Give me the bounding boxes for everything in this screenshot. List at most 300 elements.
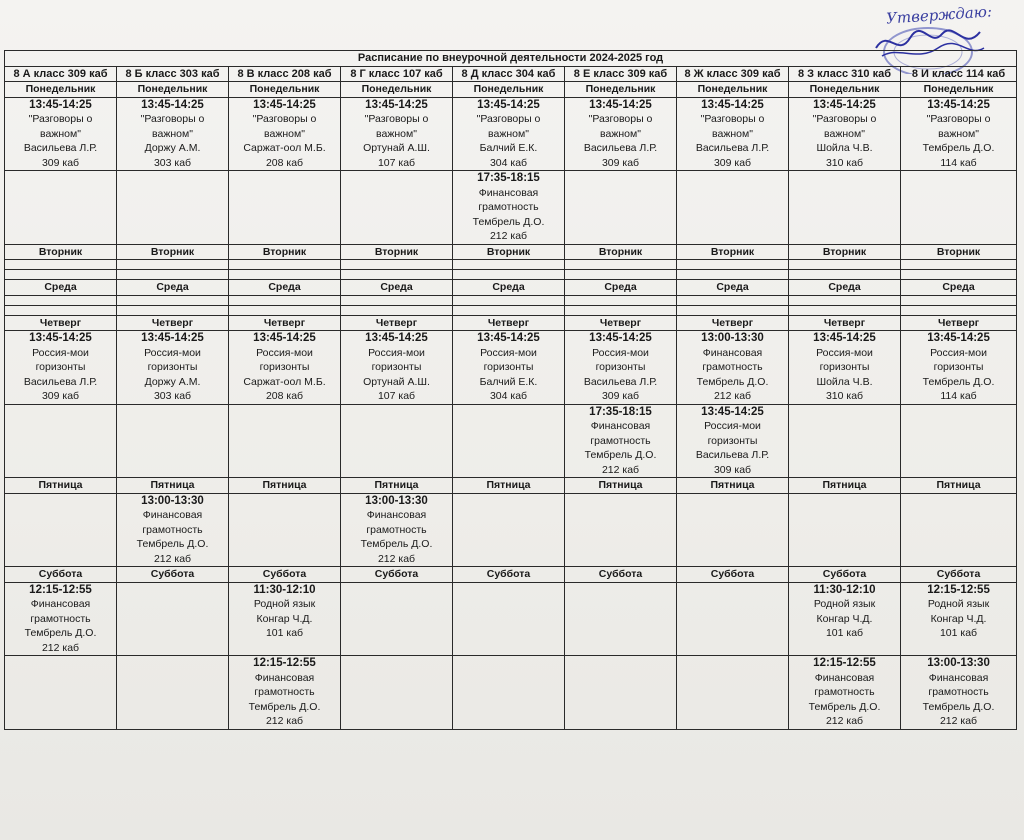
- lesson-entry: [119, 494, 226, 567]
- empty-cell: [341, 260, 453, 270]
- day-header-0: Понедельник: [341, 82, 453, 98]
- schedule-cell: [789, 97, 901, 171]
- lesson-detail: 310 каб: [825, 156, 864, 169]
- lesson-entry: [231, 656, 338, 729]
- day-header-3: Четверг: [453, 315, 565, 331]
- lesson-detail: Тембрель Д.О.: [808, 700, 881, 713]
- lesson-time: 13:45-14:25: [29, 332, 92, 344]
- lesson-time: 13:00-13:30: [701, 332, 764, 344]
- lesson-detail: горизонты: [707, 434, 758, 447]
- lesson-detail: 303 каб: [153, 390, 192, 402]
- day-header-4: Пятница: [341, 478, 453, 494]
- day-header-3: Четверг: [565, 315, 677, 331]
- lesson-entry: [567, 98, 674, 171]
- empty-cell: [677, 305, 789, 315]
- lesson-detail: 101 каб: [939, 627, 978, 639]
- lesson-time: 17:35-18:15: [477, 172, 540, 184]
- day-header-3: Четверг: [341, 315, 453, 331]
- empty-cell: [901, 171, 1017, 245]
- empty-cell: [565, 305, 677, 315]
- day-header-5: Суббота: [789, 567, 901, 583]
- empty-cell: [453, 270, 565, 280]
- lesson-time: 13:45-14:25: [365, 98, 428, 111]
- schedule-table: [4, 50, 1017, 730]
- empty-cell: [789, 493, 901, 567]
- day-header-4: Пятница: [5, 478, 117, 494]
- schedule-cell: [229, 582, 341, 656]
- lesson-entry: [679, 98, 786, 171]
- class-header: 8 И класс 114 каб: [901, 66, 1017, 82]
- lesson-detail: 114 каб: [940, 390, 977, 402]
- lesson-entry: [567, 405, 674, 478]
- day-header-1: Вторник: [5, 244, 117, 260]
- lesson-detail: Финансовая: [928, 671, 989, 684]
- schedule-cell: [901, 331, 1017, 405]
- lesson-time: 13:45-14:25: [477, 98, 540, 111]
- schedule-cell: [229, 331, 341, 405]
- empty-cell: [229, 305, 341, 315]
- empty-cell: [565, 656, 677, 730]
- lesson-detail: Россия-мои: [930, 346, 987, 359]
- empty-cell: [5, 493, 117, 567]
- day-header-0: Понедельник: [117, 82, 229, 98]
- empty-cell: [341, 305, 453, 315]
- lesson-detail: 303 каб: [153, 156, 192, 169]
- lesson-detail: 208 каб: [265, 156, 304, 169]
- lesson-detail: 309 каб: [713, 463, 752, 476]
- lesson-entry: [231, 583, 338, 641]
- lesson-detail: Васильева Л.Р.: [695, 449, 770, 461]
- lesson-detail: Финансовая: [814, 671, 875, 684]
- day-header-3: Четверг: [229, 315, 341, 331]
- lesson-detail: 304 каб: [489, 390, 528, 402]
- lesson-detail: Финансовая: [478, 186, 539, 199]
- empty-cell: [341, 295, 453, 305]
- lesson-time: 13:00-13:30: [927, 657, 990, 669]
- lesson-entry: [903, 331, 1014, 404]
- lesson-detail: Конгар Ч.Д.: [930, 612, 987, 625]
- lesson-detail: Финансовая: [30, 598, 91, 610]
- lesson-entry: [343, 494, 450, 567]
- lesson-time: 13:45-14:25: [29, 98, 92, 111]
- empty-cell: [901, 305, 1017, 315]
- class-header: 8 Е класс 309 каб: [565, 66, 677, 82]
- lesson-time: 17:35-18:15: [589, 405, 652, 418]
- lesson-detail: Тембрель Д.О.: [248, 700, 321, 713]
- lesson-detail: 212 каб: [377, 552, 416, 565]
- schedule-cell: [341, 97, 453, 171]
- lesson-detail: горизонты: [933, 361, 984, 373]
- lesson-detail: Конгар Ч.Д.: [256, 612, 313, 625]
- day-header-5: Суббота: [341, 567, 453, 583]
- lesson-entry: [7, 583, 114, 656]
- lesson-entry: [791, 331, 898, 404]
- lesson-detail: Родной язык: [813, 598, 876, 610]
- lesson-time: 13:00-13:30: [141, 494, 204, 507]
- day-header-0: Понедельник: [229, 82, 341, 98]
- lesson-detail: 212 каб: [939, 715, 978, 727]
- lesson-detail: Тембрель Д.О.: [24, 627, 97, 639]
- lesson-detail: грамотность: [142, 523, 203, 536]
- day-header-1: Вторник: [453, 244, 565, 260]
- empty-cell: [5, 404, 117, 478]
- lesson-entry: [567, 331, 674, 404]
- day-header-3: Четверг: [117, 315, 229, 331]
- lesson-detail: Россия-мои: [144, 346, 201, 359]
- lesson-detail: Тембрель Д.О.: [136, 538, 209, 550]
- empty-cell: [229, 270, 341, 280]
- lesson-entry: [679, 405, 786, 478]
- empty-cell: [341, 171, 453, 245]
- day-header-1: Вторник: [901, 244, 1017, 260]
- empty-cell: [5, 656, 117, 730]
- schedule-cell: [117, 97, 229, 171]
- schedule-cell: [789, 582, 901, 656]
- empty-cell: [117, 656, 229, 730]
- empty-cell: [229, 295, 341, 305]
- lesson-detail: важном": [824, 127, 865, 140]
- lesson-detail: Балчий Е.К.: [479, 142, 538, 154]
- class-header: 8 Г класс 107 каб: [341, 66, 453, 82]
- lesson-detail: "Разговоры о: [588, 113, 653, 125]
- day-header-4: Пятница: [565, 478, 677, 494]
- lesson-entry: [119, 98, 226, 171]
- lesson-detail: Доржу А.М.: [144, 375, 201, 388]
- lesson-entry: [679, 331, 786, 404]
- lesson-time: 13:45-14:25: [589, 98, 652, 111]
- lesson-detail: Васильева Л.Р.: [695, 142, 770, 154]
- lesson-detail: Россия-мои: [368, 346, 425, 359]
- lesson-detail: Конгар Ч.Д.: [816, 612, 873, 625]
- lesson-detail: Тембрель Д.О.: [922, 375, 995, 388]
- lesson-detail: Ортунай А.Ш.: [363, 375, 430, 388]
- day-header-4: Пятница: [789, 478, 901, 494]
- lesson-detail: Доржу А.М.: [144, 142, 201, 154]
- approval-text: Утверждаю:: [885, 2, 993, 28]
- lesson-detail: Ортунай А.Ш.: [363, 142, 430, 154]
- day-header-1: Вторник: [341, 244, 453, 260]
- lesson-detail: Васильева Л.Р.: [583, 142, 658, 154]
- lesson-detail: 212 каб: [713, 390, 752, 402]
- lesson-time: 13:45-14:25: [141, 332, 204, 344]
- day-header-1: Вторник: [117, 244, 229, 260]
- lesson-detail: грамотность: [702, 361, 763, 373]
- lesson-detail: Финансовая: [590, 420, 651, 432]
- empty-cell: [901, 270, 1017, 280]
- lesson-entry: [903, 583, 1014, 641]
- lesson-detail: горизонты: [819, 361, 870, 373]
- lesson-detail: Тембрель Д.О.: [584, 449, 657, 461]
- schedule-cell: [789, 331, 901, 405]
- lesson-entry: [119, 331, 226, 404]
- lesson-detail: важном": [488, 127, 529, 140]
- day-header-3: Четверг: [5, 315, 117, 331]
- day-header-5: Суббота: [229, 567, 341, 583]
- lesson-detail: важном": [712, 127, 753, 140]
- lesson-detail: Саржат-оол М.Б.: [243, 375, 326, 388]
- lesson-detail: важном": [600, 127, 641, 140]
- schedule-cell: [453, 171, 565, 245]
- empty-cell: [453, 260, 565, 270]
- lesson-entry: [791, 583, 898, 641]
- lesson-entry: [7, 331, 114, 404]
- empty-cell: [901, 404, 1017, 478]
- day-header-4: Пятница: [229, 478, 341, 494]
- empty-cell: [677, 656, 789, 730]
- day-header-5: Суббота: [901, 567, 1017, 583]
- empty-cell: [789, 295, 901, 305]
- lesson-entry: [903, 98, 1014, 171]
- lesson-detail: Финансовая: [702, 346, 763, 359]
- day-header-2: Среда: [565, 280, 677, 296]
- lesson-entry: [903, 656, 1014, 729]
- lesson-detail: Тембрель Д.О.: [922, 700, 995, 713]
- lesson-detail: горизонты: [483, 361, 534, 373]
- empty-cell: [5, 305, 117, 315]
- lesson-detail: "Разговоры о: [926, 113, 991, 125]
- day-header-1: Вторник: [229, 244, 341, 260]
- lesson-detail: Родной язык: [253, 598, 316, 610]
- schedule-cell: [117, 493, 229, 567]
- lesson-detail: горизонты: [595, 361, 646, 373]
- lesson-time: 13:45-14:25: [813, 98, 876, 111]
- empty-cell: [789, 305, 901, 315]
- empty-cell: [453, 582, 565, 656]
- lesson-detail: Тембрель Д.О.: [360, 538, 433, 550]
- schedule-cell: [453, 331, 565, 405]
- lesson-detail: "Разговоры о: [140, 113, 205, 125]
- empty-cell: [789, 404, 901, 478]
- empty-cell: [117, 171, 229, 245]
- lesson-time: 12:15-12:55: [29, 583, 92, 596]
- lesson-time: 13:45-14:25: [141, 98, 204, 111]
- lesson-detail: важном": [376, 127, 417, 140]
- schedule-title: Расписание по внеурочной деятельности 2024-2025 год: [5, 51, 1017, 67]
- lesson-detail: Финансовая: [366, 509, 427, 521]
- lesson-detail: 310 каб: [825, 390, 864, 402]
- lesson-detail: грамотность: [30, 612, 91, 625]
- lesson-entry: [7, 98, 114, 171]
- lesson-detail: Родной язык: [927, 598, 990, 610]
- day-header-1: Вторник: [789, 244, 901, 260]
- schedule-cell: [229, 97, 341, 171]
- empty-cell: [677, 295, 789, 305]
- class-header: 8 Д класс 304 каб: [453, 66, 565, 82]
- lesson-detail: Васильева Л.Р.: [23, 375, 98, 388]
- day-header-0: Понедельник: [5, 82, 117, 98]
- empty-cell: [901, 260, 1017, 270]
- empty-cell: [5, 171, 117, 245]
- day-header-5: Суббота: [453, 567, 565, 583]
- lesson-detail: Россия-мои: [32, 346, 89, 359]
- lesson-detail: 304 каб: [489, 156, 528, 169]
- schedule-cell: [565, 331, 677, 405]
- lesson-detail: 212 каб: [601, 463, 640, 476]
- day-header-2: Среда: [677, 280, 789, 296]
- lesson-time: 13:00-13:30: [365, 494, 428, 507]
- lesson-detail: Россия-мои: [592, 346, 649, 359]
- lesson-time: 13:45-14:25: [253, 332, 316, 344]
- day-header-0: Понедельник: [901, 82, 1017, 98]
- day-header-1: Вторник: [565, 244, 677, 260]
- day-header-4: Пятница: [117, 478, 229, 494]
- empty-cell: [117, 260, 229, 270]
- lesson-detail: Тембрель Д.О.: [696, 375, 769, 388]
- lesson-detail: Россия-мои: [480, 346, 537, 359]
- schedule-cell: [677, 97, 789, 171]
- day-header-0: Понедельник: [789, 82, 901, 98]
- lesson-detail: горизонты: [35, 361, 86, 373]
- lesson-detail: 114 каб: [940, 156, 977, 169]
- day-header-2: Среда: [453, 280, 565, 296]
- schedule-cell: [565, 97, 677, 171]
- day-header-2: Среда: [229, 280, 341, 296]
- empty-cell: [453, 404, 565, 478]
- lesson-detail: грамотность: [254, 686, 315, 698]
- empty-cell: [677, 493, 789, 567]
- lesson-detail: "Разговоры о: [476, 113, 541, 125]
- schedule-cell: [5, 97, 117, 171]
- lesson-detail: Финансовая: [142, 509, 203, 521]
- empty-cell: [453, 493, 565, 567]
- lesson-time: 13:45-14:25: [701, 405, 764, 418]
- empty-cell: [341, 656, 453, 730]
- lesson-detail: "Разговоры о: [700, 113, 765, 125]
- lesson-time: 12:15-12:55: [927, 583, 990, 596]
- lesson-detail: "Разговоры о: [252, 113, 317, 125]
- schedule-cell: [901, 97, 1017, 171]
- lesson-detail: 309 каб: [41, 390, 80, 402]
- lesson-detail: Балчий Е.К.: [479, 375, 538, 388]
- day-header-4: Пятница: [453, 478, 565, 494]
- empty-cell: [229, 171, 341, 245]
- schedule-cell: [901, 582, 1017, 656]
- empty-cell: [229, 260, 341, 270]
- empty-cell: [5, 260, 117, 270]
- lesson-time: 12:15-12:55: [253, 657, 316, 669]
- lesson-detail: важном": [40, 127, 81, 140]
- lesson-entry: [455, 171, 562, 244]
- lesson-time: 13:45-14:25: [813, 332, 876, 344]
- lesson-detail: Финансовая: [254, 671, 315, 684]
- lesson-detail: 208 каб: [265, 390, 304, 402]
- empty-cell: [677, 171, 789, 245]
- schedule-cell: [341, 331, 453, 405]
- empty-cell: [117, 305, 229, 315]
- empty-cell: [5, 270, 117, 280]
- empty-cell: [901, 295, 1017, 305]
- lesson-detail: Тембрель Д.О.: [922, 142, 995, 154]
- lesson-entry: [455, 331, 562, 404]
- day-header-2: Среда: [5, 280, 117, 296]
- class-header: 8 Ж класс 309 каб: [677, 66, 789, 82]
- schedule-cell: [5, 331, 117, 405]
- day-header-2: Среда: [901, 280, 1017, 296]
- lesson-detail: Тембрель Д.О.: [472, 215, 545, 228]
- schedule-cell: [901, 656, 1017, 730]
- lesson-detail: 212 каб: [489, 230, 528, 242]
- schedule-cell: [677, 404, 789, 478]
- lesson-time: 13:45-14:25: [927, 332, 990, 344]
- lesson-detail: Россия-мои: [256, 346, 313, 359]
- empty-cell: [565, 295, 677, 305]
- lesson-detail: грамотность: [478, 201, 539, 213]
- lesson-entry: [791, 98, 898, 171]
- empty-cell: [229, 404, 341, 478]
- day-header-1: Вторник: [677, 244, 789, 260]
- lesson-detail: горизонты: [259, 361, 310, 373]
- lesson-entry: [231, 98, 338, 171]
- lesson-detail: 212 каб: [265, 715, 304, 727]
- empty-cell: [789, 270, 901, 280]
- schedule-cell: [229, 656, 341, 730]
- day-header-0: Понедельник: [453, 82, 565, 98]
- lesson-detail: "Разговоры о: [364, 113, 429, 125]
- lesson-detail: важном": [938, 127, 979, 140]
- empty-cell: [453, 656, 565, 730]
- lesson-detail: Васильева Л.Р.: [583, 375, 658, 388]
- day-header-3: Четверг: [901, 315, 1017, 331]
- empty-cell: [677, 260, 789, 270]
- schedule-cell: [453, 97, 565, 171]
- lesson-time: 13:45-14:25: [927, 98, 990, 111]
- day-header-0: Понедельник: [677, 82, 789, 98]
- lesson-time: 13:45-14:25: [253, 98, 316, 111]
- lesson-detail: 212 каб: [825, 715, 864, 727]
- class-header: 8 Б класс 303 каб: [117, 66, 229, 82]
- lesson-time: 11:30-12:10: [253, 583, 316, 596]
- lesson-time: 12:15-12:55: [813, 657, 876, 669]
- lesson-time: 13:45-14:25: [477, 332, 540, 344]
- lesson-time: 13:45-14:25: [701, 98, 764, 111]
- class-header: 8 В класс 208 каб: [229, 66, 341, 82]
- schedule-cell: [789, 656, 901, 730]
- lesson-detail: грамотность: [928, 686, 989, 698]
- empty-cell: [117, 404, 229, 478]
- lesson-entry: [343, 331, 450, 404]
- lesson-detail: Васильева Л.Р.: [23, 142, 98, 154]
- empty-cell: [117, 295, 229, 305]
- lesson-detail: 212 каб: [41, 641, 80, 654]
- empty-cell: [117, 582, 229, 656]
- lesson-detail: 309 каб: [601, 390, 640, 402]
- lesson-detail: Шойла Ч.В.: [816, 375, 873, 388]
- lesson-detail: 212 каб: [153, 552, 192, 565]
- lesson-detail: горизонты: [371, 361, 422, 373]
- empty-cell: [341, 404, 453, 478]
- lesson-detail: Россия-мои: [704, 420, 761, 432]
- day-header-4: Пятница: [901, 478, 1017, 494]
- lesson-entry: [791, 656, 898, 729]
- day-header-5: Суббота: [117, 567, 229, 583]
- day-header-3: Четверг: [789, 315, 901, 331]
- lesson-detail: важном": [152, 127, 193, 140]
- empty-cell: [5, 295, 117, 305]
- lesson-detail: грамотность: [366, 523, 427, 536]
- day-header-3: Четверг: [677, 315, 789, 331]
- day-header-2: Среда: [341, 280, 453, 296]
- lesson-entry: [231, 331, 338, 404]
- day-header-5: Суббота: [565, 567, 677, 583]
- lesson-time: 11:30-12:10: [813, 583, 876, 596]
- class-header: 8 А класс 309 каб: [5, 66, 117, 82]
- schedule-cell: [677, 331, 789, 405]
- schedule-cell: [565, 404, 677, 478]
- lesson-detail: 107 каб: [377, 156, 416, 169]
- empty-cell: [789, 171, 901, 245]
- empty-cell: [453, 295, 565, 305]
- schedule-cell: [341, 493, 453, 567]
